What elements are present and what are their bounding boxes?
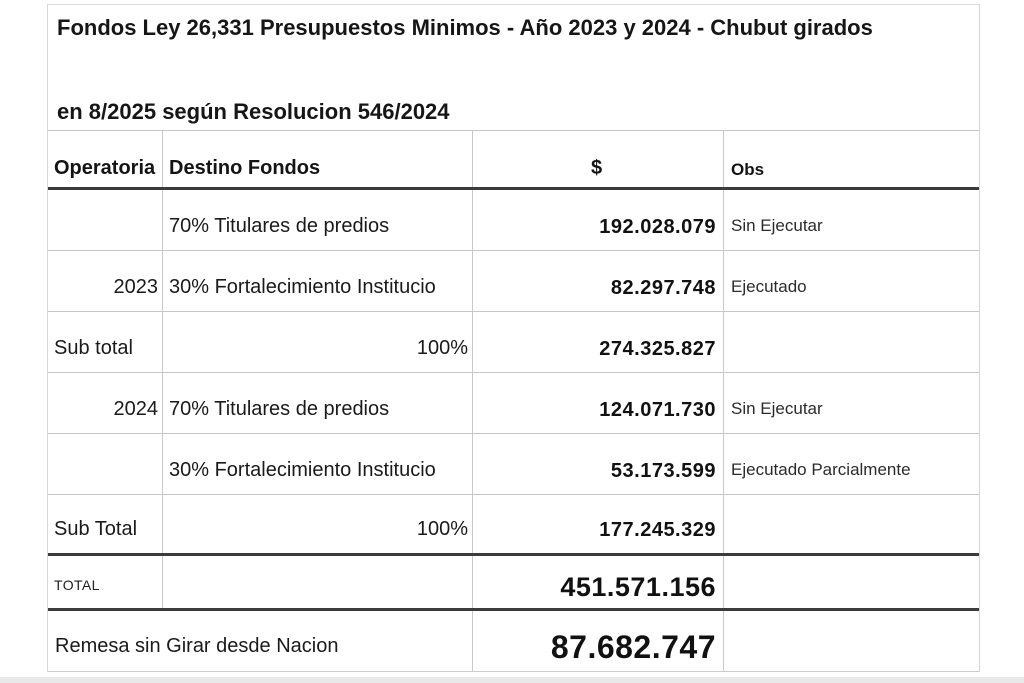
funds-table [47, 4, 980, 672]
cell-destino: 100% [163, 312, 473, 372]
cell-operatoria: Sub total [48, 312, 163, 372]
cell-monto: 124.071.730 [473, 373, 724, 433]
cell-operatoria: 2023 [48, 251, 163, 311]
cell-obs [724, 611, 979, 671]
cell-monto: 177.245.329 [473, 495, 724, 553]
cell-obs [724, 556, 979, 608]
cell-monto: 53.173.599 [473, 434, 724, 494]
cell-monto: 192.028.079 [473, 190, 724, 250]
cell-destino: 70% Titulares de predios [163, 373, 473, 433]
header-row [48, 131, 979, 190]
remesa-label: Remesa sin Girar desde Nacion [48, 611, 473, 671]
title-block [48, 4, 979, 131]
table-row-subtotal-2024 [48, 495, 979, 556]
cell-operatoria [48, 190, 163, 250]
cell-obs: Ejecutado Parcialmente [731, 460, 911, 480]
cell-operatoria: 2024 [48, 373, 163, 433]
image-edge-artifact [0, 677, 1024, 683]
cell-obs: Sin Ejecutar [731, 216, 823, 236]
table-row [48, 190, 979, 251]
cell-monto: 274.325.827 [473, 312, 724, 372]
cell-destino: 30% Fortalecimiento Institucio [163, 434, 473, 494]
cell-obs: Ejecutado [731, 277, 807, 297]
cell-obs [724, 495, 979, 553]
table-row-total [48, 556, 979, 611]
title-line-1: Fondos Ley 26,331 Presupuestos Minimos - Año 2023 y 2024 - Chubut girados [57, 15, 873, 40]
cell-destino: 30% Fortalecimiento Institucio [163, 251, 473, 311]
column-header-monto: $ [473, 131, 724, 187]
cell-operatoria [48, 434, 163, 494]
column-header-operatoria: Operatoria [48, 131, 163, 187]
table-row [48, 434, 979, 495]
column-header-destino-fondos: Destino Fondos [163, 131, 473, 187]
table-row-remesa [48, 611, 979, 672]
remesa-amount: 87.682.747 [473, 611, 724, 671]
cell-operatoria: Sub Total [48, 495, 163, 553]
cell-destino: 70% Titulares de predios [163, 190, 473, 250]
table-row [48, 251, 979, 312]
cell-destino-empty [163, 556, 473, 608]
total-label: TOTAL [48, 556, 163, 608]
cell-obs: Sin Ejecutar [731, 399, 823, 419]
table-row [48, 373, 979, 434]
column-header-obs: Obs [731, 160, 765, 180]
table-row-subtotal-2023 [48, 312, 979, 373]
total-amount: 451.571.156 [473, 556, 724, 608]
title-line-2: en 8/2025 según Resolucion 546/2024 [57, 99, 450, 124]
cell-destino: 100% [163, 495, 473, 553]
cell-obs [724, 312, 979, 372]
cell-monto: 82.297.748 [473, 251, 724, 311]
